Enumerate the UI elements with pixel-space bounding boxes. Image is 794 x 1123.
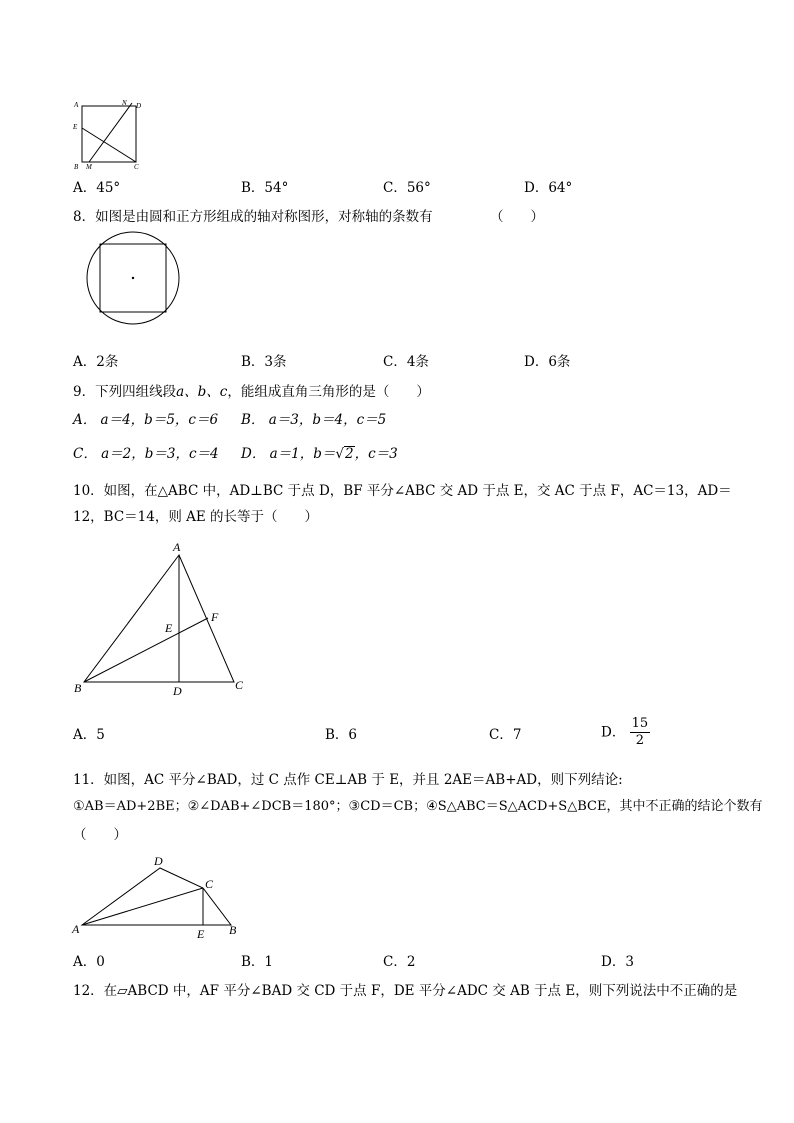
- q11-label-c: C: [205, 877, 214, 891]
- q8-option-c: C．4条: [383, 354, 429, 370]
- q7-label-n: N: [122, 99, 127, 107]
- q7-segment-ec: [82, 128, 136, 162]
- q10-option-d-denominator: 2: [635, 733, 645, 748]
- q11-option-a: A．0: [73, 954, 105, 970]
- q10-option-d-numerator: 15: [631, 716, 649, 731]
- q10-label-f: F: [211, 610, 219, 624]
- q9-stem-post: ，能组成直角三角形的是（ ）: [227, 384, 430, 400]
- q7-option-b: B．54°: [241, 180, 289, 196]
- q8-option-d: D．6条: [524, 354, 571, 370]
- q7-label-d: D: [136, 102, 142, 110]
- q11-option-d: D．3: [601, 954, 634, 970]
- q8-figure: [86, 228, 182, 332]
- q9-option-a: A． a＝4，b＝5，c＝6: [73, 412, 219, 428]
- q9-option-b: B． a＝3，b＝4，c＝5: [241, 412, 387, 428]
- q10-stem-line2: 12，BC＝14，则 AE 的长等于（ ）: [73, 509, 319, 525]
- q11-label-e: E: [197, 927, 205, 941]
- q10-option-c: C．7: [489, 727, 522, 743]
- q8-center-dot: [132, 277, 134, 279]
- q10-option-d: [601, 716, 650, 749]
- q9-option-d-post: ，c＝3: [354, 446, 398, 462]
- q10-option-a: A．5: [73, 727, 105, 743]
- q11-label-a: A: [72, 922, 80, 936]
- q7-option-d: D．64°: [524, 180, 573, 196]
- q10-stem-line1: 10．如图，在△ABC 中，AD⊥BC 于点 D，BF 平分∠ABC 交 AD 于点 E，交 AC 于点 F，AC＝13，AD＝: [73, 483, 732, 499]
- q7-label-a: A: [74, 101, 79, 109]
- q11-label-d: D: [154, 854, 163, 868]
- q10-label-d: D: [173, 684, 182, 698]
- q7-option-a: A．45°: [73, 180, 121, 196]
- q11-figure: [70, 850, 250, 945]
- q9-stem-vars: a、b、c: [176, 384, 228, 400]
- q9-option-d: D． a＝1，b＝√2，c＝3: [241, 446, 398, 462]
- q7-segment-mn: [89, 103, 132, 162]
- q8-option-a: A．2条: [73, 354, 119, 370]
- q10-option-d-fraction: [630, 716, 651, 749]
- q12-stem-line1: 12．在▱ABCD 中，AF 平分∠BAD 交 CD 于点 F，DE 平分∠ADC 交 AB 于点 E，则下列说法中不正确的是: [73, 983, 738, 999]
- q9-option-d-radicand: 2: [345, 446, 354, 462]
- q9-stem: [73, 382, 430, 402]
- q7-label-e: E: [73, 123, 78, 131]
- q11-stem-line1: 11．如图，AC 平分∠BAD，过 C 点作 CE⊥AB 于 E，并且 2AE＝AB+AD，则下列结论:: [73, 772, 623, 788]
- q11-option-b: B．1: [241, 954, 274, 970]
- q11-option-c: C．2: [383, 954, 416, 970]
- q10-label-b: B: [74, 681, 82, 695]
- q11-stem-line2: ①AB＝AD+2BE；②∠DAB+∠DCB＝180°；③CD＝CB；④S△ABC＝S△ACD+S△BCE，其中不正确的结论个数有: [73, 799, 763, 814]
- q9-stem-pre: 9．下列四组线段: [73, 384, 177, 400]
- q7-option-c: C．56°: [383, 180, 431, 196]
- q11-diagonal-ac: [82, 888, 203, 925]
- q11-label-b: B: [229, 923, 237, 937]
- q11-answer-paren: （ ）: [73, 827, 127, 843]
- q10-label-e: E: [165, 621, 173, 635]
- q10-figure: [70, 535, 260, 700]
- q10-option-b: B．6: [325, 727, 358, 743]
- q9-option-c: C． a＝2，b＝3，c＝4: [73, 446, 219, 462]
- q7-label-b: B: [74, 163, 79, 171]
- q9-option-d-pre: D． a＝1，b＝: [241, 446, 336, 462]
- q8-option-b: B．3条: [241, 354, 287, 370]
- q7-figure: [70, 98, 150, 173]
- q8-stem: 8．如图是由圆和正方形组成的轴对称图形，对称轴的条数有: [73, 209, 433, 225]
- q8-answer-paren: （ ）: [490, 209, 544, 225]
- q7-label-m: M: [86, 163, 92, 171]
- q10-label-c: C: [235, 678, 244, 692]
- q7-label-c: C: [134, 163, 139, 171]
- q10-option-d-label: D．: [601, 724, 626, 741]
- q10-label-a: A: [173, 540, 181, 554]
- q10-bisector-bf: [84, 618, 208, 682]
